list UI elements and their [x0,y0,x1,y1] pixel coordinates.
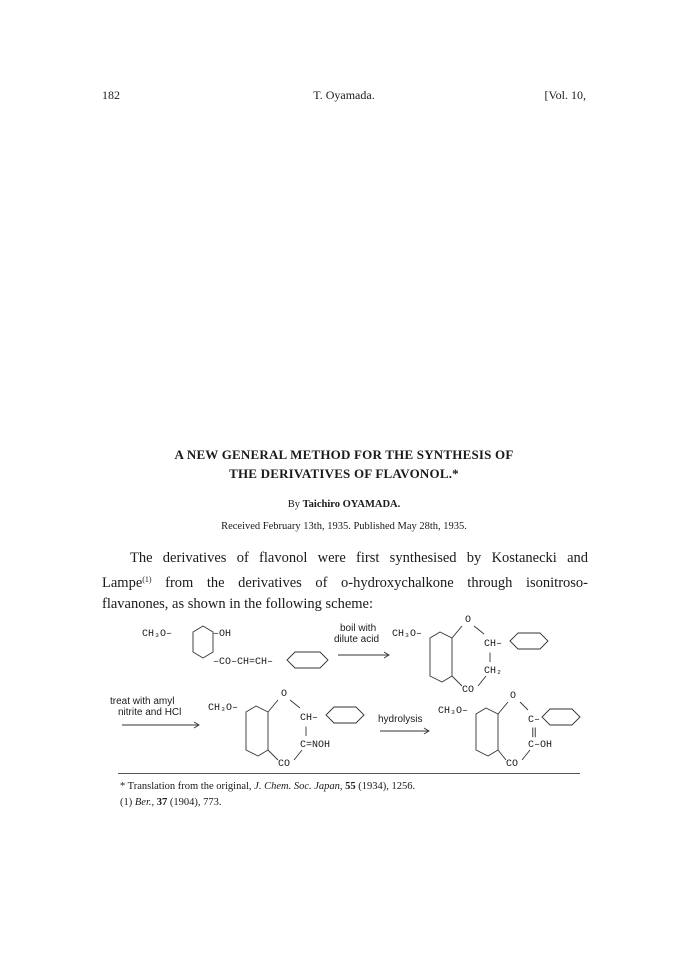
c2-methoxy: CH₃O– [392,629,423,640]
c4-carbonyl: CO [506,759,519,770]
c4-oxygen: O [510,691,517,702]
arrow-boil-acid [334,623,389,658]
c4-bond-co-right [522,750,530,760]
footnote-star-rest: (1934), 1256. [355,781,416,792]
arrow3-label: hydrolysis [378,714,423,725]
c2-oxygen: O [465,615,472,626]
title-line-2: THE DERIVATIVES OF FLAVONOL.* [229,466,459,481]
arrow2-label-2: nitrite and HCl [118,707,182,718]
paragraph-line-1: The derivatives of flavonol were first synthesised by Kostanecki and [130,550,588,566]
c3-bond-o-left [268,700,278,712]
c1-methoxy: CH₃O– [142,629,173,640]
c3-fused-ring [246,706,268,756]
arrow-hydrolysis [378,714,429,734]
footnote-star-prefix: * Translation from the original, [120,781,255,792]
c2-carbonyl: CO [462,685,475,696]
c3-ch: CH– [300,713,319,724]
footnote-rule [118,773,580,774]
volume-label: [Vol. 10, [544,88,586,102]
footnote-translation [120,781,415,792]
c2-bond-o-right [474,626,484,634]
c1-phenyl-ring [287,652,328,668]
c4-bond-o-left [498,702,508,714]
c4-phenyl-ring [542,709,580,725]
paragraph-lampe: Lampe [102,575,143,591]
c4-fused-ring [476,708,498,756]
c3-carbonyl: CO [278,759,291,770]
paragraph-line-2-rest: from the derivatives of o-hydroxychalkone through isonitroso- [151,575,588,591]
c3-bond-co-right [294,750,302,760]
c2-bond-co-right [478,676,486,686]
arrow-amyl-nitrite [110,696,199,728]
c1-hydroxyl: –OH [213,629,232,640]
title-line-1: A NEW GENERAL METHOD FOR THE SYNTHESIS OF [174,447,514,462]
arrow2-label-1: treat with amyl [110,696,175,707]
arrow1-label-1: boil with [340,623,377,634]
c2-ch: CH– [484,639,503,650]
footnote-ref1-rest: (1904), 773. [167,797,222,808]
paragraph-line-3: flavanones, as shown in the following scheme: [102,596,374,612]
footnote-reference-1 [120,797,222,808]
c4-bond-o-right [520,702,528,710]
page-number: 182 [102,88,120,102]
running-author: T. Oyamada. [313,88,375,102]
byline-prefix: By [287,499,300,510]
compound-flavanone [392,615,548,696]
compound-isonitrosoflavanone [208,689,364,770]
c4-bond-co-left [498,750,506,760]
footnote-ref1-volume: 37 [156,797,168,808]
compound-hydroxychalkone [142,626,328,668]
c3-methoxy: CH₃O– [208,703,239,714]
c3-bond-o-right [290,700,300,708]
reference-marker-1: (1) [142,575,152,584]
received-dates: Received February 13th, 1935. Published May 28th, 1935. [221,521,467,532]
compound-flavonol [438,691,580,770]
footnote-star-volume: 55 [345,781,356,792]
c3-bond-co-left [268,750,278,760]
arrow1-label-2: dilute acid [334,634,380,645]
byline-author: Taichiro OYAMADA. [302,499,401,510]
c3-oxime: C=NOH [300,740,331,751]
c3-phenyl-ring [326,707,364,723]
c2-phenyl-ring [510,633,548,649]
c2-bond: | [487,653,494,664]
c2-bond-co-left [452,676,462,686]
c1-chain: –CO–CH=CH– [213,657,274,668]
c3-oxygen: O [281,689,288,700]
c4-coh: C–OH [528,740,553,751]
c1-benzene-ring [193,626,213,658]
c3-bond: | [303,727,310,738]
footnote-ref1-number: (1) [120,797,135,808]
c2-ch2: CH₂ [484,666,503,677]
c4-methoxy: CH₃O– [438,706,469,717]
c4-c: C– [528,715,541,726]
footnote-star-journal: J. Chem. Soc. Japan, [254,781,343,792]
c4-double-bond: ‖ [531,728,538,739]
c2-bond-o-left [452,626,462,638]
footnote-ref1-journal: Ber., [134,797,155,808]
c2-fused-ring [430,632,452,682]
